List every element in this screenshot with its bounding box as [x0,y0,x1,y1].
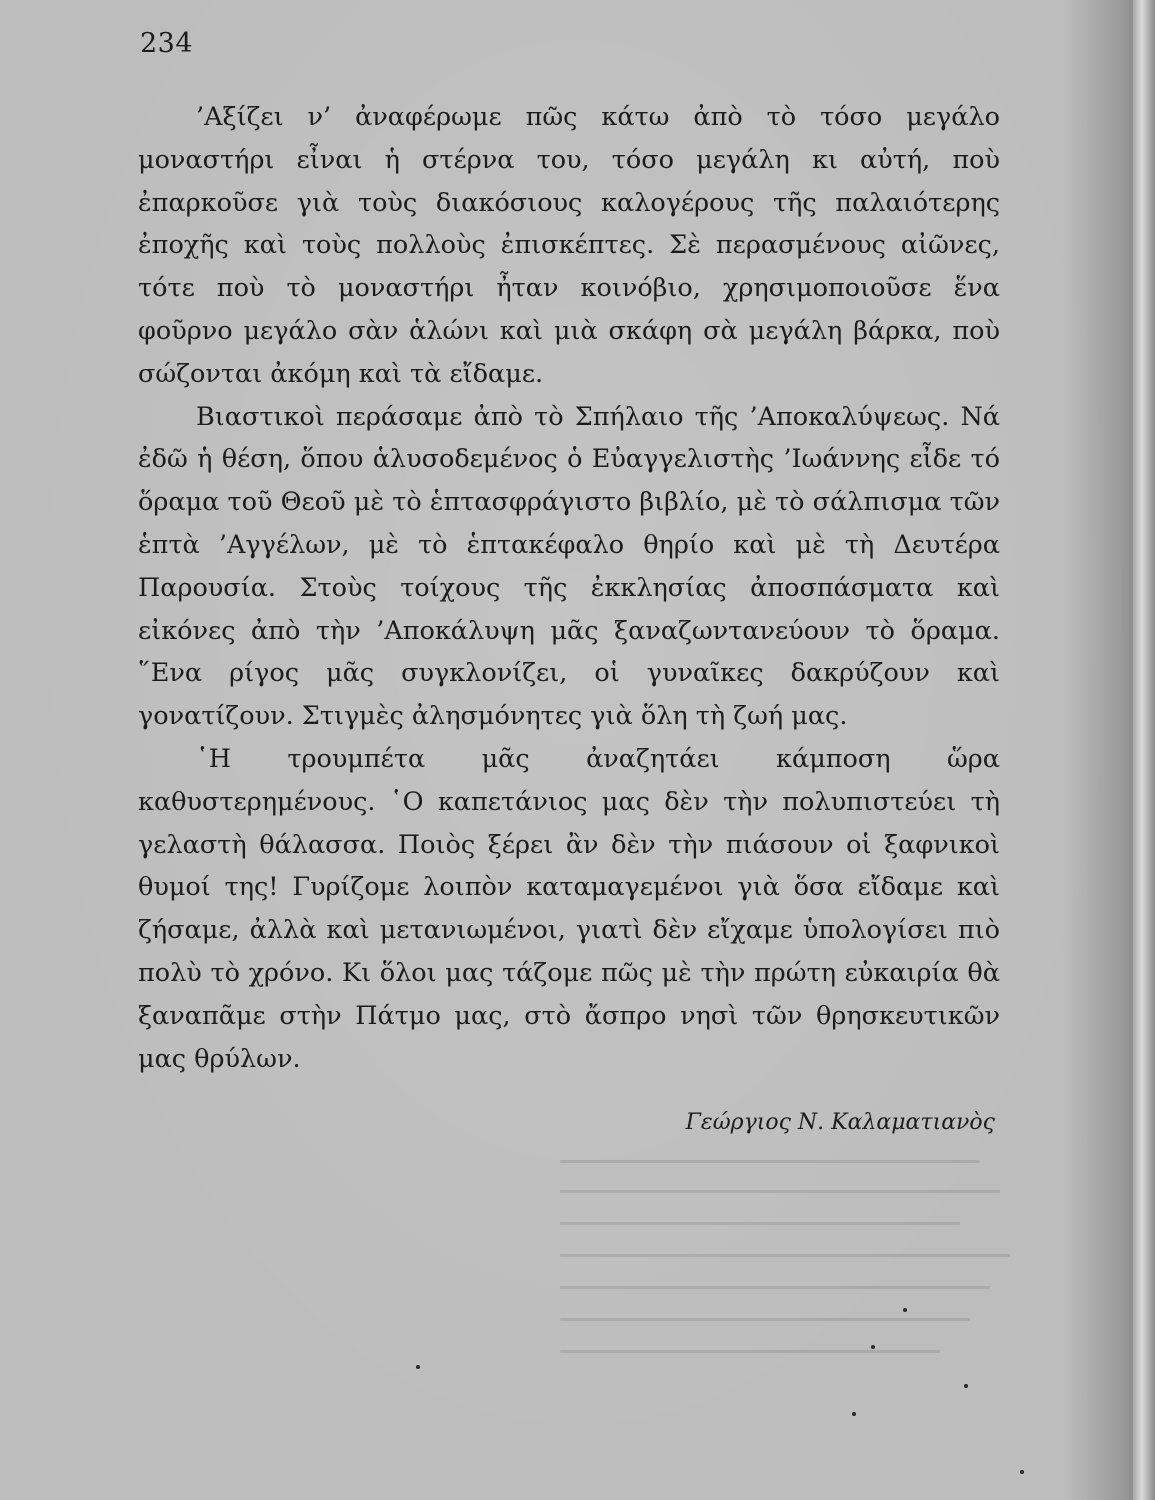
paragraph-2: Βιαστικοὶ περάσαμε ἀπὸ τὸ Σπήλαιο τῆς ’Αποκαλύψεως. Νά ἐδῶ ἡ θέση, ὅπου ἁλυσοδεμένος ὁ Εὐαγγελιστὴς ’Ιωάννης εἶδε τό ὅραμα τοῦ Θεοῦ μὲ τὸ ἑπτασφράγιστο βιβλίο, μὲ τὸ σάλπισμα τῶν ἑπτὰ ’Αγγέλων, μὲ τὸ ἑπτακέφαλο θηρίο καὶ μὲ τὴ Δευτέρα Παρουσία. Στοὺς τοίχους τῆς ἐκκλησίας ἀποσπάσματα καὶ εἰκόνες ἀπὸ τὴν ’Αποκάλυψη μᾶς ξαναζωντανεύουν τὸ ὅραμα. ῞Ενα ρίγος μᾶς συγκλονίζει, οἱ γυναῖκες δακρύζουν καὶ γονατίζουν. Στιγμὲς ἀλησμόνητες γιὰ ὅλη τὴ ζωή μας. [138,401,1000,732]
author-signature: Γεώργιος Ν. Καλαματιανὸς [685,1110,995,1135]
bleed-through-texture [560,1160,1030,1400]
ink-speck [964,1384,968,1388]
body-text [138,96,1000,1080]
ink-speck [871,1345,875,1349]
ink-speck [1020,1470,1024,1474]
ink-speck [903,1308,907,1312]
ink-speck [416,1365,420,1369]
page-number: 234 [140,28,194,59]
page-edge [1133,0,1155,1500]
paragraph-1: ’Αξίζει ν’ ἀναφέρωμε πῶς κάτω ἀπὸ τὸ τόσο μεγάλο μοναστήρι εἶναι ἡ στέρνα του, τόσο μεγάλη κι αὐτή, ποὺ ἐπαρκοῦσε γιὰ τοὺς διακόσιους καλογέρους τῆς παλαιότερης ἐποχῆς καὶ τοὺς πολλοὺς ἐπισκέπτες. Σὲ περασμένους αἰῶνες, τότε ποὺ τὸ μοναστήρι ἦταν κοινόβιο, χρησιμοποιοῦσε ἕνα φοῦρνο μεγάλο σὰν ἁλώνι καὶ μιὰ σκάφη σὰ μεγάλη βάρκα, ποὺ σώζονται ἀκόμη καὶ τὰ εἴδαμε. [138,102,1000,389]
ink-speck [852,1412,856,1416]
paragraph-3: ῾Η τρουμπέτα μᾶς ἀναζητάει κάμποση ὥρα καθυστερημένους. ῾Ο καπετάνιος μας δὲν τὴν πολυπιστεύει τὴ γελαστὴ θάλασσα. Ποιὸς ξέρει ἂν δὲν τὴν πιάσουν οἱ ξαφνικοὶ θυμοί της! Γυρίζομε λοιπὸν καταμαγεμένοι γιὰ ὅσα εἴδαμε καὶ ζήσαμε, ἀλλὰ καὶ μετανιωμένοι, γιατὶ δὲν εἴχαμε ὑπολογίσει πιὸ πολὺ τὸ χρόνο. Κι ὅλοι μας τάζομε πῶς μὲ τὴν πρώτη εὐκαιρία θὰ ξαναπᾶμε στὴν Πάτμο μας, στὸ ἄσπρο νησὶ τῶν θρησκευτικῶν μας θρύλων. [138,743,1000,1074]
